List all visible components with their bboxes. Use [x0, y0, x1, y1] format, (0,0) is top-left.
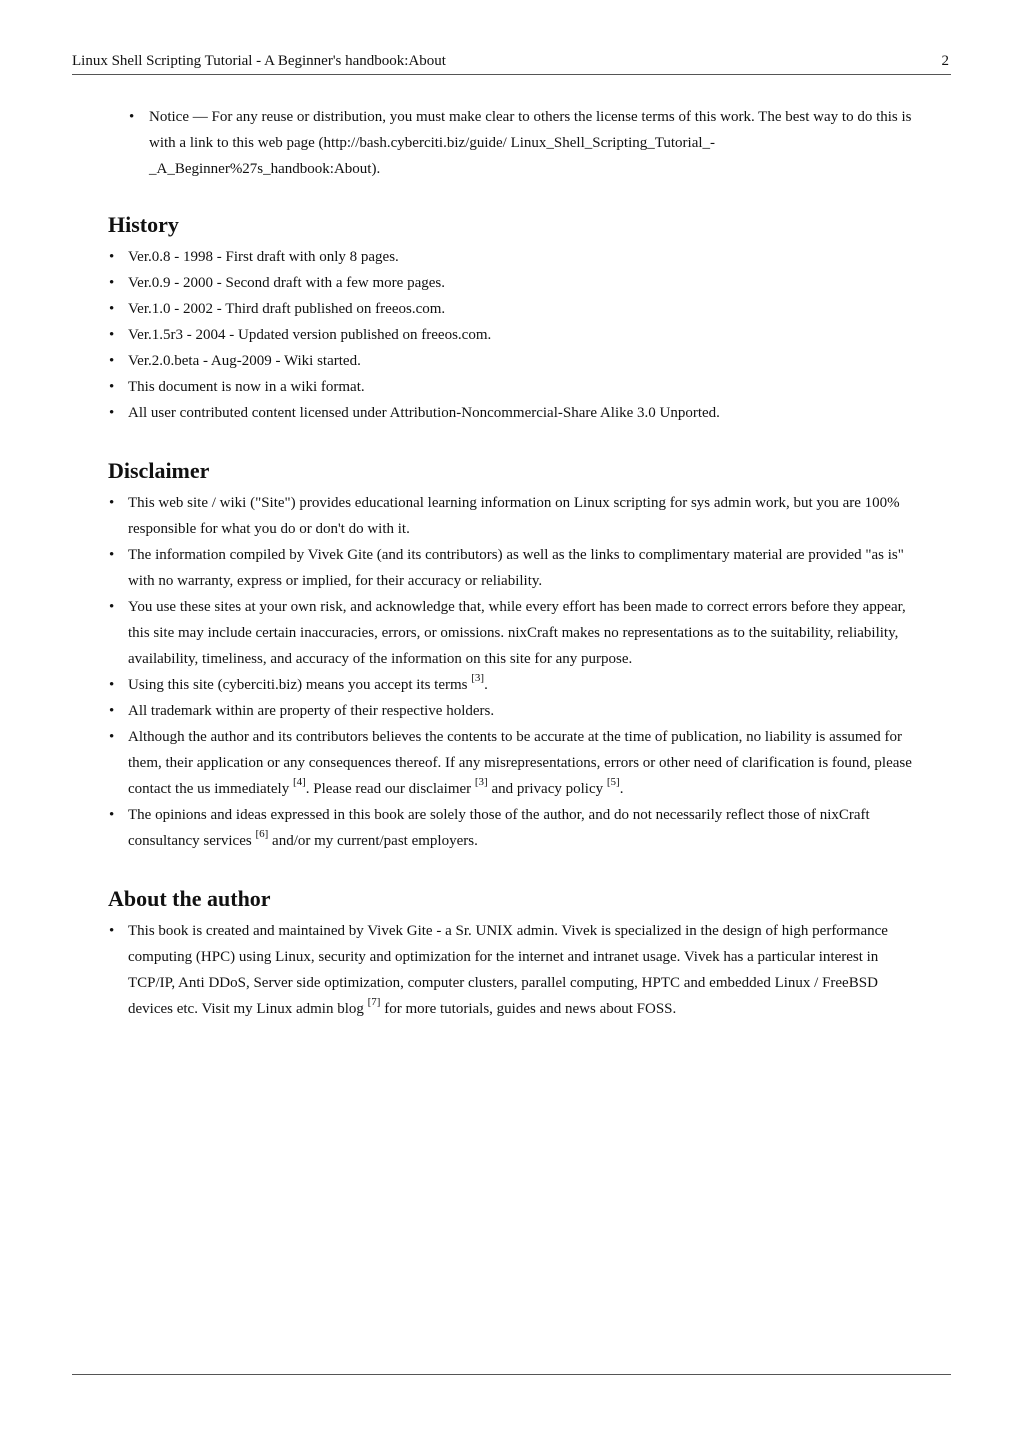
header-title: Linux Shell Scripting Tutorial - A Beginner's handbook:About	[72, 53, 446, 69]
disclaimer-text: and/or my current/past employers.	[268, 833, 478, 849]
author-text: for more tutorials, guides and news about FOSS.	[380, 1001, 677, 1017]
history-item: • Ver.1.0 - 2002 - Third draft published on freeos.com.	[108, 296, 920, 322]
disclaimer-list	[108, 490, 920, 854]
author-heading: About the author	[108, 886, 271, 911]
notice-list	[129, 104, 920, 182]
history-item: • Ver.0.8 - 1998 - First draft with only 8 pages.	[108, 244, 920, 270]
footnote-ref[interactable]: [7]	[367, 996, 381, 1008]
author-text: This book is created and maintained by Vivek Gite - a Sr. UNIX admin. Vivek is specialized in the design of high performance computing (HPC) using Linux, security and optimization for the internet and intranet usage. Vivek has a particular interest in TCP/IP, Anti DDoS, Server side optimization, computer clusters, parallel computing, HPTC and embedded Linux / FreeBSD devices etc. Visit my Linux admin blog	[128, 923, 888, 1017]
disclaimer-text: and privacy policy	[487, 781, 607, 797]
history-item: • All user contributed content licensed under Attribution-Noncommercial-Share Alike 3.0 Unported.	[108, 400, 920, 426]
footnote-ref[interactable]: [3]	[474, 776, 488, 788]
author-item	[108, 918, 920, 1022]
page-number: 2	[941, 53, 949, 69]
footnote-ref[interactable]: [6]	[255, 828, 269, 840]
disclaimer-text: Although the author and its contributors believes the contents to be accurate at the time of publication, no liability is assumed for them, their application or any consequences thereof. If any misrepresentations, errors or other need of clarification is found, please contact the us immediately	[128, 729, 912, 797]
footnote-ref[interactable]: [3]	[471, 672, 485, 684]
history-item: • Ver.2.0.beta - Aug-2009 - Wiki started.	[108, 348, 920, 374]
disclaimer-item: • You use these sites at your own risk, and acknowledge that, while every effort has been made to correct errors before they appear, this site may include certain inaccuracies, errors, or omissions. nixCraft makes no representations as to the suitability, reliability, availability, timeliness, and accuracy of the information on this site for any purpose.	[108, 594, 920, 672]
footnote-ref[interactable]: [5]	[606, 776, 620, 788]
disclaimer-item: • All trademark within are property of their respective holders.	[108, 698, 920, 724]
disclaimer-item	[108, 802, 920, 854]
history-item: • Ver.0.9 - 2000 - Second draft with a few more pages.	[108, 270, 920, 296]
author-list	[108, 918, 920, 1022]
disclaimer-text: The opinions and ideas expressed in this book are solely those of the author, and do not necessarily reflect those of nixCraft consultancy services	[128, 807, 870, 849]
notice-item: • Notice — For any reuse or distribution, you must make clear to others the license terms of this work. The best way to do this is with a link to this web page (http://bash.cyberciti.biz/guide/ Linux_Shell_Scripting_Tutorial_-_A_Beginner%27s_handbook:About).	[129, 104, 920, 182]
history-item: • This document is now in a wiki format.	[108, 374, 920, 400]
footer-rule	[72, 1374, 951, 1375]
page-content	[108, 104, 920, 1022]
disclaimer-item	[108, 724, 920, 802]
disclaimer-text: .	[619, 781, 624, 797]
disclaimer-item: • The information compiled by Vivek Gite (and its contributors) as well as the links to complimentary material are provided "as is" with no warranty, express or implied, for their accuracy or reliability.	[108, 542, 920, 594]
disclaimer-text: . Please read our disclaimer	[305, 781, 475, 797]
footnote-ref[interactable]: [4]	[292, 776, 306, 788]
disclaimer-item: • This web site / wiki ("Site") provides educational learning information on Linux scripting for sys admin work, but you are 100% responsible for what you do or don't do with it.	[108, 490, 920, 542]
disclaimer-text: Using this site (cyberciti.biz) means you accept its terms	[128, 677, 472, 693]
disclaimer-text: .	[484, 677, 488, 693]
page-header	[72, 50, 951, 75]
history-list	[108, 244, 920, 426]
disclaimer-heading: Disclaimer	[108, 458, 210, 483]
history-heading: History	[108, 212, 179, 237]
disclaimer-item	[108, 672, 920, 698]
history-item: • Ver.1.5r3 - 2004 - Updated version published on freeos.com.	[108, 322, 920, 348]
